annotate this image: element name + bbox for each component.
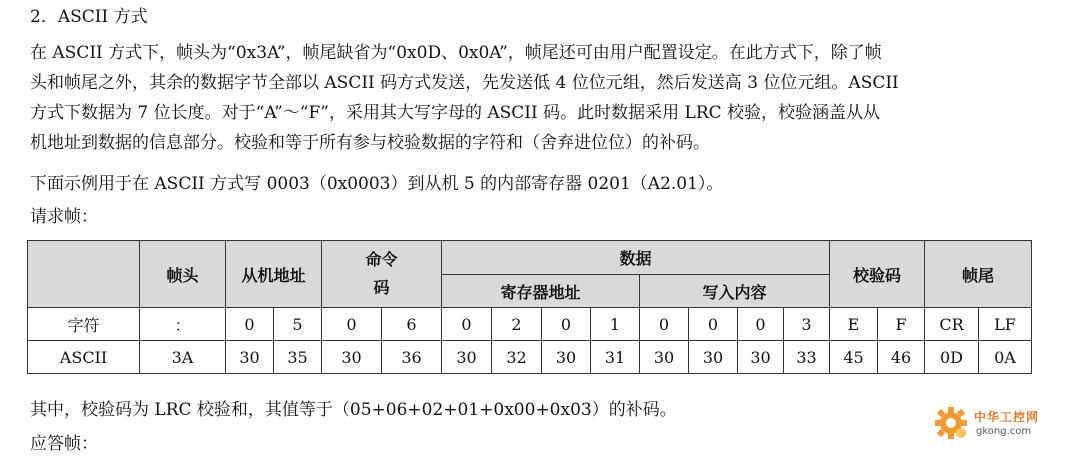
table-cell: 0: [226, 308, 274, 341]
example-line: 下面示例用于在 ASCII 方式写 0003（0x0003）到从机 5 的内部寄存器 0201（A2.01）。: [30, 174, 724, 194]
table-cell: CR: [925, 308, 979, 341]
table-cell: 30: [322, 341, 382, 374]
header-slave-address: 从机地址: [226, 241, 322, 308]
header-register-address: 寄存器地址: [442, 275, 640, 308]
table-cell: 0: [640, 308, 689, 341]
table-cell: 0: [322, 308, 382, 341]
table-cell: 0: [738, 308, 784, 341]
paragraph-line: 头和帧尾之外，其余的数据字节全部以 ASCII 码方式发送，先发送低 4 位位元组，然后发送高 3 位位元组。ASCII: [30, 73, 899, 93]
paragraph-line: 在 ASCII 方式下，帧头为“0x3A”，帧尾缺省为“0x0D、0x0A”，帧尾还可由用户配置设定。在此方式下，除了帧: [30, 43, 882, 63]
description-paragraph: [30, 38, 1040, 158]
table-cell: 0: [689, 308, 738, 341]
table-cell: 0A: [979, 341, 1032, 374]
table-cell: 2: [492, 308, 542, 341]
watermark-logo: [930, 404, 1058, 450]
watermark-url: gkong.com: [976, 426, 1032, 437]
table-row-characters: [28, 308, 1032, 341]
header-command-line1: 命令: [365, 250, 398, 269]
table-cell: ：: [140, 308, 226, 341]
table-cell: 3A: [140, 341, 226, 374]
table-cell: 5: [274, 308, 322, 341]
table-row-ascii: [28, 341, 1032, 374]
table-cell: 30: [738, 341, 784, 374]
table-cell: 33: [784, 341, 830, 374]
section-heading: 2．ASCII 方式: [30, 7, 148, 27]
request-frame-label: 请求帧：: [30, 207, 98, 227]
table-cell: 6: [382, 308, 442, 341]
table-cell: 0: [542, 308, 591, 341]
header-frame-tail: 帧尾: [925, 241, 1032, 308]
watermark-title: 中华工控网: [974, 410, 1040, 424]
table-cell: E: [830, 308, 878, 341]
table-cell: 31: [591, 341, 640, 374]
table-cell: 30: [640, 341, 689, 374]
header-data: 数据: [442, 241, 830, 275]
header-command-code: [322, 241, 442, 308]
reply-frame-label: 应答帧：: [30, 434, 98, 454]
table-cell: 30: [542, 341, 591, 374]
header-frame-head: 帧头: [140, 241, 226, 308]
table-cell: F: [878, 308, 925, 341]
header-command-line2: 码: [373, 278, 390, 297]
table-cell: 35: [274, 341, 322, 374]
table-cell: LF: [979, 308, 1032, 341]
table-cell: 3: [784, 308, 830, 341]
request-frame-table: [27, 240, 1032, 374]
gear-icon: [934, 406, 968, 440]
row-label: 字符: [28, 308, 140, 341]
table-cell: 0: [442, 308, 492, 341]
paragraph-line: 机地址到数据的信息部分。校验和等于所有参与校验数据的字符和（舍弃进位位）的补码。: [30, 133, 710, 153]
table-cell: 30: [689, 341, 738, 374]
row-label: ASCII: [28, 341, 140, 374]
table-cell: 1: [591, 308, 640, 341]
table-cell: 46: [878, 341, 925, 374]
header-blank: [28, 241, 140, 308]
paragraph-line: 方式下数据为 7 位长度。对于“A”～“F”，采用其大写字母的 ASCII 码。此时数据采用 LRC 校验，校验涵盖从从: [30, 103, 881, 123]
table-cell: 36: [382, 341, 442, 374]
table-cell: 32: [492, 341, 542, 374]
table-cell: 30: [442, 341, 492, 374]
table-cell: 0D: [925, 341, 979, 374]
header-checksum: 校验码: [830, 241, 925, 308]
table-cell: 30: [226, 341, 274, 374]
checksum-note: 其中，校验码为 LRC 校验和，其值等于（05+06+02+01+0x00+0x03）的补码。: [30, 400, 677, 420]
table-cell: 45: [830, 341, 878, 374]
header-write-content: 写入内容: [640, 275, 830, 308]
